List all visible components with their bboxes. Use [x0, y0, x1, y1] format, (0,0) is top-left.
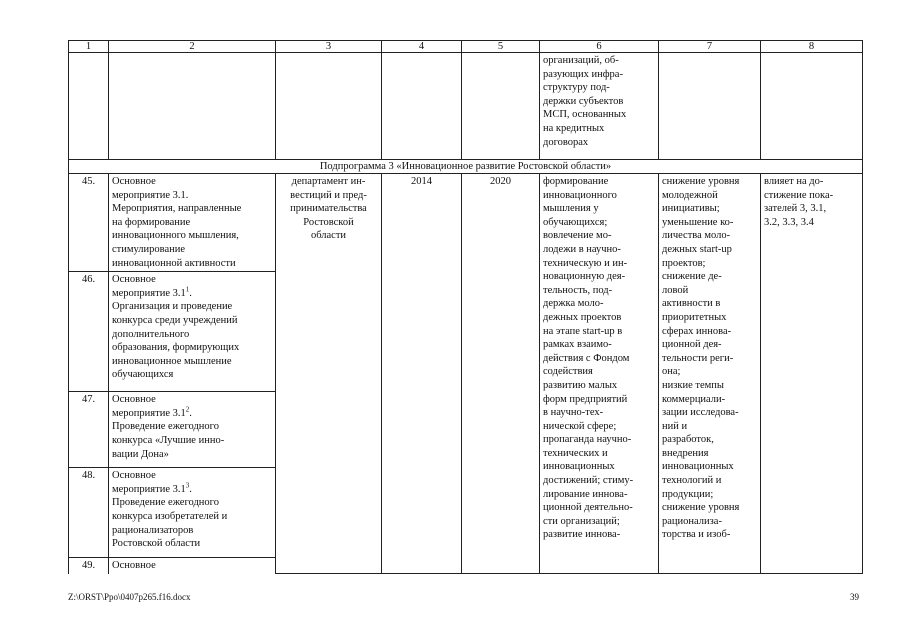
footer-file-path: Z:\ORST\Ppo\0407p265.f16.docx — [68, 592, 191, 602]
program-table — [68, 40, 863, 574]
subprogram-row — [69, 160, 863, 174]
continuation-row — [69, 53, 863, 160]
header-cell: 2 — [109, 41, 276, 53]
empty-cell — [659, 53, 761, 160]
subprogram-title: Подпрограмма 3 «Инновационное развитие Ростовской области» — [69, 160, 863, 174]
indicator-link: влияет на до- стижение пока- зателей 3, 3.1, 3.2, 3.3, 3.4 — [761, 174, 863, 574]
start-year: 2014 — [382, 174, 462, 574]
header-row — [69, 41, 863, 53]
consequences: снижение уровня молодежной инициативы; уменьшение ко- личества моло- дежных start-up проектов; снижение де- ловой активности в приоритетных сферах иннова- ционной дея- тельности реги- она; низкие темпы коммерциали- зации исследова- ний и разработок, внедрения инновационных технологий и продукции; снижение уровня рационализа- торства и изоб- — [659, 174, 761, 574]
empty-cell — [382, 53, 462, 160]
row-number: 46. — [69, 272, 109, 392]
measure-name: Основное мероприятие 3.1. Мероприятия, направленные на формирование инновационного мышления, стимулирование инновационной активности — [109, 174, 276, 272]
empty-cell — [276, 53, 382, 160]
measure-name: Основное мероприятие $3.1^3$. Проведение ежегодного конкурса изобретателей и рационализаторов Ростовской области — [109, 468, 276, 558]
measure-name: Основное — [109, 558, 276, 574]
empty-cell — [69, 53, 109, 160]
header-cell: 3 — [276, 41, 382, 53]
executor-cell: департамент ин- вестиций и пред- принимательства Ростовской области — [276, 174, 382, 574]
header-cell: 8 — [761, 41, 863, 53]
expected-result: формирование инновационного мышления у обучающихся; вовлечение мо- лодежи в научно- техническую и ин- новационную дея- тельность, под- держка моло- дежных проектов на этапе start-up в рамках взаимо- действия с Фондом содействия развитию малых форм предприятий в научно-тех- нической сфере; пропаганда научно- технических и инновационных достижений; стиму- лирование иннова- ционной деятельно- сти организаций; развитие иннова- — [540, 174, 659, 574]
row-number: 47. — [69, 392, 109, 468]
continuation-text: организаций, об- разующих инфра- структуру под- держки субъектов МСП, основанных на кредитных договорах — [540, 53, 659, 160]
empty-cell — [109, 53, 276, 160]
measure-name: Основное мероприятие $3.1^1$. Организация и проведение конкурса среди учреждений дополнительного образования, формирующих инновационное мышление обучающихся — [109, 272, 276, 392]
table-row — [69, 174, 863, 272]
row-number: 49. — [69, 558, 109, 574]
header-cell: 5 — [462, 41, 540, 53]
row-number: 45. — [69, 174, 109, 272]
header-cell: 4 — [382, 41, 462, 53]
end-year: 2020 — [462, 174, 540, 574]
header-cell: 7 — [659, 41, 761, 53]
measure-name: Основное мероприятие $3.1^2$. Проведение ежегодного конкурса «Лучшие инно- вации Дона» — [109, 392, 276, 468]
row-number: 48. — [69, 468, 109, 558]
empty-cell — [761, 53, 863, 160]
header-cell: 1 — [69, 41, 109, 53]
header-cell: 6 — [540, 41, 659, 53]
page-number: 39 — [850, 592, 859, 602]
empty-cell — [462, 53, 540, 160]
